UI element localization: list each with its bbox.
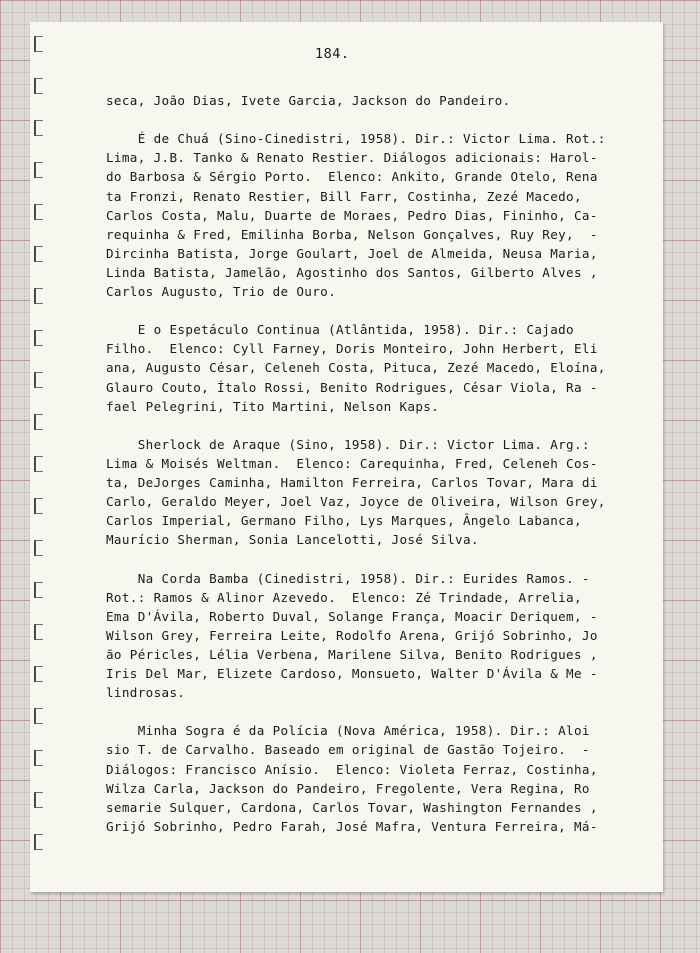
text-line: Wilson Grey, Ferreira Leite, Rodolfo Arena, Grijó Sobrinho, Jo <box>106 627 598 643</box>
text-line: Wilza Carla, Jackson do Pandeiro, Fregolente, Vera Regina, Ro <box>106 780 590 796</box>
binder-hole <box>34 708 43 724</box>
binder-hole <box>34 288 43 304</box>
text-line: Diálogos: Francisco Anísio. Elenco: Violeta Ferraz, Costinha, <box>106 761 598 777</box>
text-line: semarie Sulquer, Cardona, Carlos Tovar, Washington Fernandes , <box>106 799 598 815</box>
text-line: Rot.: Ramos & Alinor Azevedo. Elenco: Zé Trindade, Arrelia, <box>106 589 582 605</box>
binder-hole <box>34 792 43 808</box>
binder-hole <box>34 330 43 346</box>
text-line: requinha & Fred, Emilinha Borba, Nelson Gonçalves, Ruy Rey, - <box>106 226 598 242</box>
text-line: Sherlock de Araque (Sino, 1958). Dir.: Victor Lima. Arg.: <box>106 436 590 452</box>
text-line: Carlo, Geraldo Meyer, Joel Vaz, Joyce de Oliveira, Wilson Grey, <box>106 494 606 510</box>
binder-hole <box>34 120 43 136</box>
binder-hole <box>34 624 43 640</box>
text-line: ana, Augusto César, Celeneh Costa, Pituca, Zezé Macedo, Eloína, <box>106 360 606 376</box>
binder-holes <box>34 36 48 876</box>
text-line: Carlos Costa, Malu, Duarte de Moraes, Pedro Dias, Fininho, Ca- <box>106 207 598 223</box>
text-line: Lima & Moisés Weltman. Elenco: Carequinha, Fred, Celeneh Cos- <box>106 455 598 471</box>
text-line: Maurício Sherman, Sonia Lancelotti, José Silva. <box>106 532 479 548</box>
text-line: seca, João Dias, Ivete Garcia, Jackson do Pandeiro. <box>106 93 511 108</box>
binder-hole <box>34 372 43 388</box>
binder-hole <box>34 78 43 94</box>
binder-hole <box>34 414 43 430</box>
text-line: ão Péricles, Lélia Verbena, Marilene Silva, Benito Rodrigues , <box>106 646 598 662</box>
text-line: do Barbosa & Sérgio Porto. Elenco: Ankito, Grande Otelo, Rena <box>106 169 598 185</box>
text-line: E o Espetáculo Continua (Atlântida, 1958). Dir.: Cajado <box>106 322 574 338</box>
binder-hole <box>34 666 43 682</box>
text-line: Na Corda Bamba (Cinedistri, 1958). Dir.: Eurides Ramos. - <box>106 570 590 586</box>
binder-hole <box>34 834 43 850</box>
text-line: Ema D'Ávila, Roberto Duval, Solange França, Moacir Deriquem, - <box>106 608 598 624</box>
text-line: Carlos Imperial, Germano Filho, Lys Marques, Ângelo Labanca, <box>106 513 582 529</box>
binder-hole <box>34 246 43 262</box>
binder-hole <box>34 204 43 220</box>
text-line: sio T. de Carvalho. Baseado em original de Gastão Tojeiro. - <box>106 742 590 758</box>
binder-hole <box>34 162 43 178</box>
document-page <box>30 22 663 892</box>
text-line: É de Chuá (Sino-Cinedistri, 1958). Dir.: Victor Lima. Rot.: <box>106 131 606 147</box>
binder-hole <box>34 456 43 472</box>
binder-hole <box>34 582 43 598</box>
binder-hole <box>34 540 43 556</box>
text-line: Filho. Elenco: Cyll Farney, Doris Monteiro, John Herbert, Eli <box>106 341 598 357</box>
text-line: ta, DeJorges Caminha, Hamilton Ferreira, Carlos Tovar, Mara di <box>106 475 598 490</box>
text-line: fael Pelegrini, Tito Martini, Nelson Kaps. <box>106 398 440 414</box>
text-line: Glauro Couto, Ítalo Rossi, Benito Rodrigues, César Viola, Ra - <box>106 379 598 395</box>
text-line: Minha Sogra é da Polícia (Nova América, 1958). Dir.: Aloi <box>106 723 590 739</box>
text-line: lindrosas. <box>106 685 186 701</box>
binder-hole <box>34 498 43 514</box>
text-line: Carlos Augusto, Trio de Ouro. <box>106 284 337 299</box>
text-line: Grijó Sobrinho, Pedro Farah, José Mafra, Ventura Ferreira, Má- <box>106 818 598 834</box>
binder-hole <box>34 36 43 52</box>
text-line: ta Fronzi, Renato Restier, Bill Farr, Costinha, Zezé Macedo, <box>106 188 582 204</box>
binder-hole <box>34 750 43 766</box>
page-number: 184. <box>315 46 350 62</box>
text-line: Lima, J.B. Tanko & Renato Restier. Diálogos adicionais: Harol- <box>106 150 598 166</box>
text-line: Linda Batista, Jamelão, Agostinho dos Santos, Gilberto Alves , <box>106 264 598 280</box>
text-line: Iris Del Mar, Elizete Cardoso, Monsueto, Walter D'Ávila & Me - <box>106 666 598 681</box>
text-line: Dircinha Batista, Jorge Goulart, Joel de Almeida, Neusa Maria, <box>106 245 598 261</box>
